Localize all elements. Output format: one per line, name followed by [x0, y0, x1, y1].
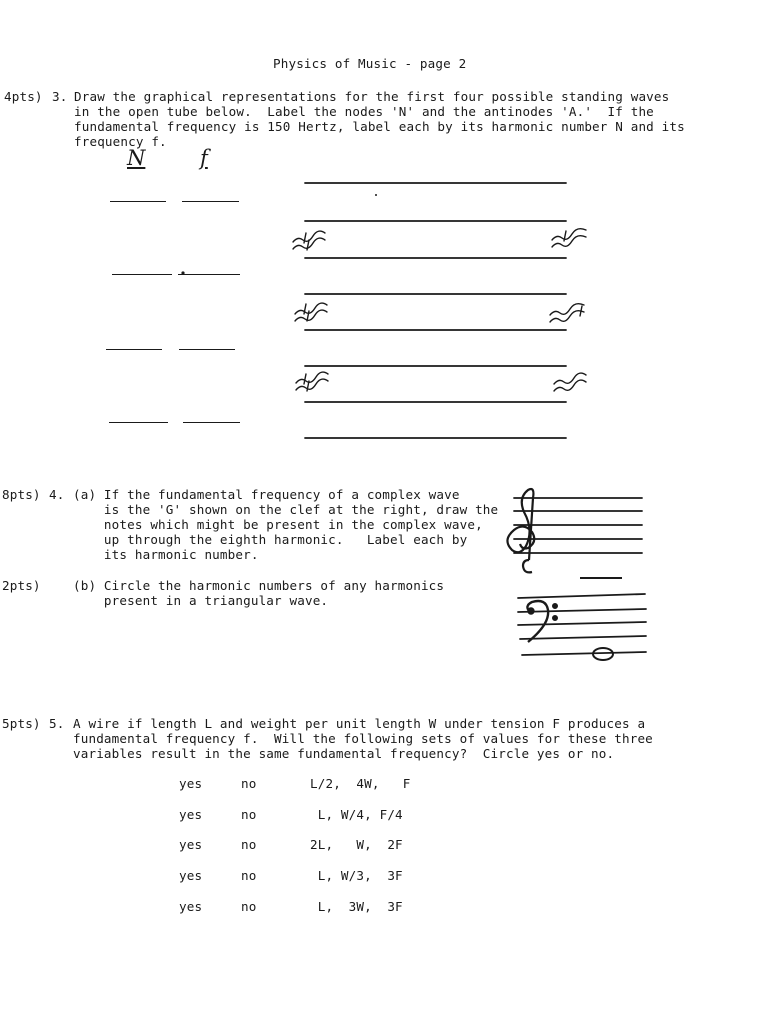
break-mark-left-3 [296, 372, 328, 391]
break-mark-left-2 [295, 303, 327, 321]
page-title: Physics of Music - page 2 [273, 56, 467, 71]
q4b-line-1: (b) Circle the harmonic numbers of any harmonics [73, 578, 445, 593]
harmonic-n-heading: N [127, 146, 146, 170]
yes-option-4[interactable]: yes [179, 868, 203, 883]
q4a-line-2: is the 'G' shown on the clef at the right, draw the [73, 502, 499, 517]
value-set-3: 2L, W, 2F [310, 837, 403, 852]
blank-dot [181, 271, 184, 274]
no-option-1[interactable]: no [241, 776, 257, 791]
q3-number: 3. [52, 89, 68, 104]
value-set-4: L, W/3, 3F [310, 868, 403, 883]
frequency-f-heading: f [200, 146, 208, 170]
q5-number: 5. [49, 716, 65, 731]
q4-points-a: 8pts) [2, 487, 41, 502]
treble-clef-icon [507, 489, 534, 572]
q5-line-1: A wire if length L and weight per unit length W under tension F produces a [73, 716, 646, 731]
break-mark-left-1 [293, 231, 325, 250]
value-set-1: L/2, 4W, F [310, 776, 411, 791]
q3-line-4: frequency f. [74, 134, 167, 149]
yes-option-3[interactable]: yes [179, 837, 203, 852]
q5-line-2: fundamental frequency f. Will the following sets of values for these three [73, 731, 653, 746]
q4a-line-4: up through the eighth harmonic. Label each by [73, 532, 468, 547]
q4a-line-1: (a) If the fundamental frequency of a complex wave [73, 487, 460, 502]
no-option-5[interactable]: no [241, 899, 257, 914]
q5-line-3: variables result in the same fundamental frequency? Circle yes or no. [73, 746, 615, 761]
q3-points: 4pts) [4, 89, 43, 104]
q4-number: 4. [49, 487, 65, 502]
no-option-4[interactable]: no [241, 868, 257, 883]
q3-line-2: in the open tube below. Label the nodes 'N' and the antinodes 'A.' If the [74, 104, 654, 119]
break-mark-right-3 [554, 373, 586, 391]
q3-line-1: Draw the graphical representations for the first four possible standing waves [74, 89, 670, 104]
yes-option-5[interactable]: yes [179, 899, 203, 914]
no-option-2[interactable]: no [241, 807, 257, 822]
yes-option-1[interactable]: yes [179, 776, 203, 791]
q3-line-3: fundamental frequency is 150 Hertz, label each by its harmonic number N and its [74, 119, 685, 134]
value-set-2: L, W/4, F/4 [310, 807, 403, 822]
break-mark-right-2 [550, 304, 584, 322]
yes-option-2[interactable]: yes [179, 807, 203, 822]
no-option-3[interactable]: no [241, 837, 257, 852]
q4a-line-5: its harmonic number. [73, 547, 259, 562]
q4a-line-3: notes which might be present in the complex wave, [73, 517, 483, 532]
break-mark-right-1 [552, 229, 586, 247]
bass-clef-icon [527, 601, 556, 642]
q4b-line-2: present in a triangular wave. [73, 593, 329, 608]
bass-staff [518, 594, 646, 655]
q5-points: 5pts) [2, 716, 41, 731]
value-set-5: L, 3W, 3F [310, 899, 403, 914]
stray-dot [375, 194, 377, 196]
q4-points-b: 2pts) [2, 578, 41, 593]
